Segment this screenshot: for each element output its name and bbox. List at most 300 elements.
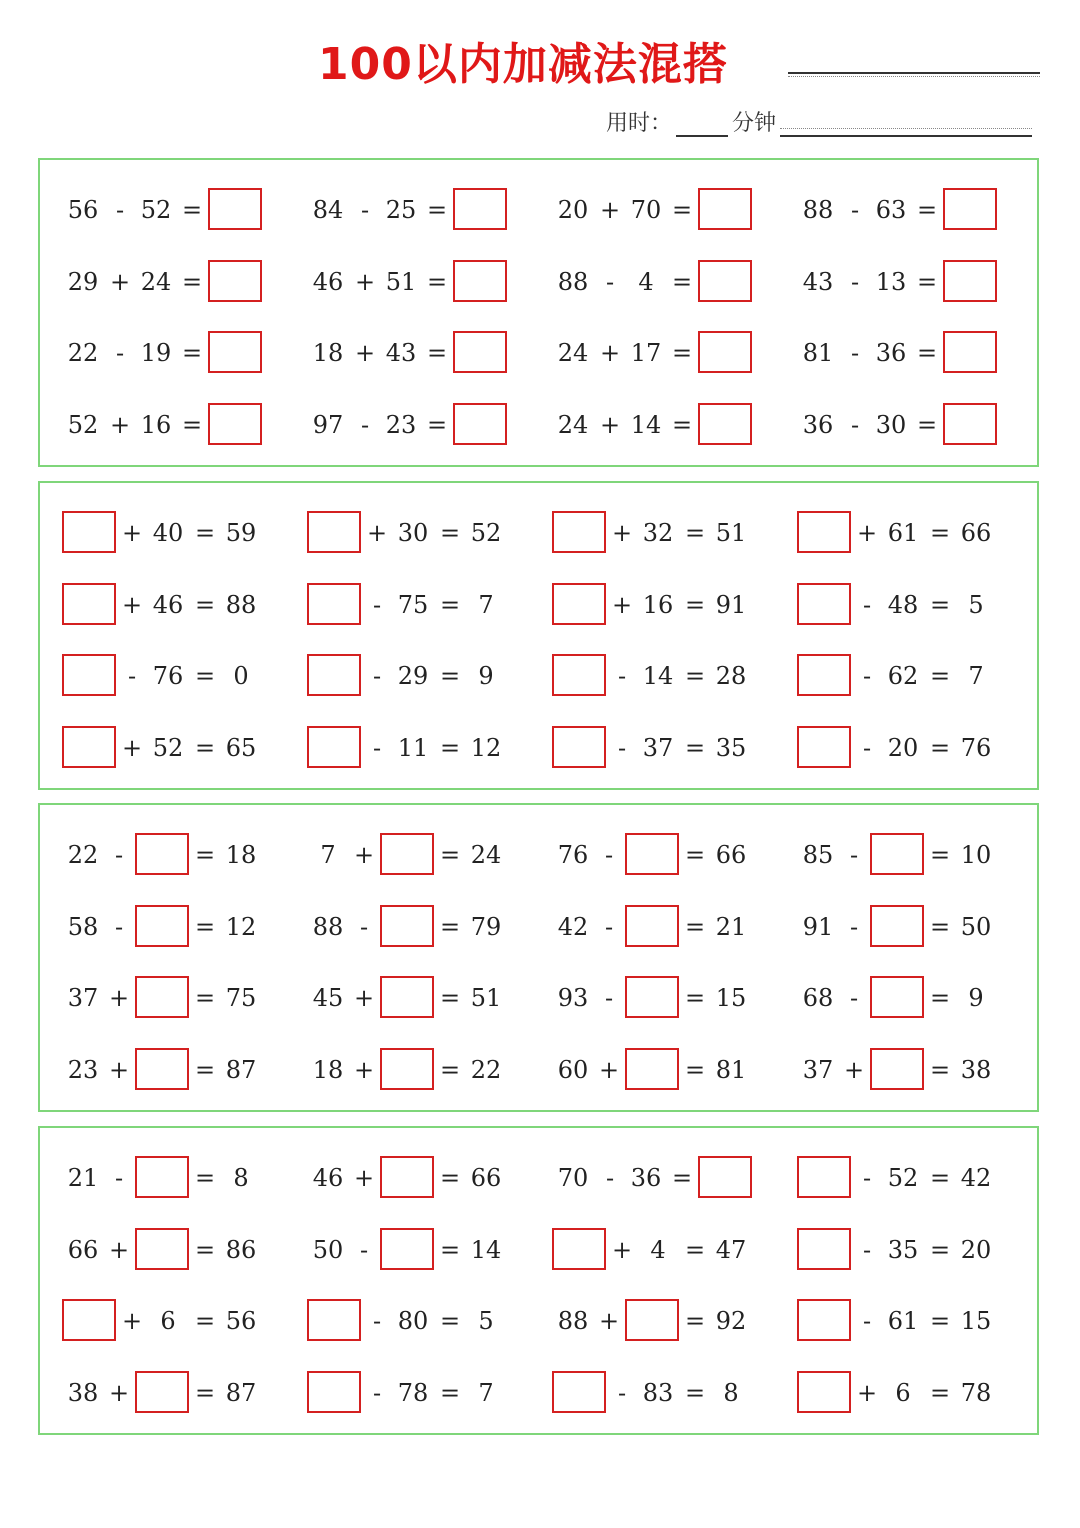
answer-box[interactable] xyxy=(135,1048,189,1090)
operator: + xyxy=(599,196,621,224)
number: 52 xyxy=(887,1164,919,1192)
problem xyxy=(307,583,527,627)
number: 62 xyxy=(887,662,919,690)
number: 36 xyxy=(630,1164,662,1192)
problem xyxy=(797,726,1017,770)
answer-box[interactable] xyxy=(625,833,679,875)
problem xyxy=(552,976,772,1020)
answer-box[interactable] xyxy=(797,583,851,625)
equals-sign: = xyxy=(439,841,461,869)
answer-box[interactable] xyxy=(943,188,997,230)
operator: + xyxy=(353,1056,375,1084)
number: 51 xyxy=(470,984,502,1012)
operator: + xyxy=(108,984,130,1012)
number: 61 xyxy=(887,1307,919,1335)
number: 65 xyxy=(225,734,257,762)
equals-sign: = xyxy=(181,339,203,367)
equals-sign: = xyxy=(684,519,706,547)
number: 22 xyxy=(67,339,99,367)
answer-box[interactable] xyxy=(943,260,997,302)
equals-sign: = xyxy=(194,1236,216,1264)
answer-box[interactable] xyxy=(552,726,606,768)
equals-sign: = xyxy=(671,1164,693,1192)
number: 66 xyxy=(960,519,992,547)
number: 51 xyxy=(715,519,747,547)
minutes-blank[interactable] xyxy=(676,115,728,137)
number: 21 xyxy=(715,913,747,941)
operator: - xyxy=(862,1236,872,1264)
operator: + xyxy=(353,841,375,869)
operator: - xyxy=(360,411,370,439)
number: 9 xyxy=(478,662,494,690)
answer-box[interactable] xyxy=(797,1156,851,1198)
answer-box[interactable] xyxy=(453,260,507,302)
answer-box[interactable] xyxy=(698,1156,752,1198)
number: 88 xyxy=(557,1307,589,1335)
problem xyxy=(62,654,282,698)
problem xyxy=(62,833,282,877)
number: 88 xyxy=(802,196,834,224)
number: 42 xyxy=(557,913,589,941)
answer-box[interactable] xyxy=(135,976,189,1018)
answer-box[interactable] xyxy=(552,1228,606,1270)
problem xyxy=(797,260,1017,304)
problem xyxy=(307,188,527,232)
number: 19 xyxy=(140,339,172,367)
number: 10 xyxy=(960,841,992,869)
problem xyxy=(797,833,1017,877)
number: 5 xyxy=(478,1307,494,1335)
equals-sign: = xyxy=(916,339,938,367)
operator: - xyxy=(850,268,860,296)
number: 58 xyxy=(67,913,99,941)
number: 91 xyxy=(715,591,747,619)
problem xyxy=(307,260,527,304)
operator: - xyxy=(862,662,872,690)
number: 76 xyxy=(557,841,589,869)
answer-box[interactable] xyxy=(62,726,116,768)
answer-box[interactable] xyxy=(698,403,752,445)
equals-sign: = xyxy=(439,984,461,1012)
operator: + xyxy=(353,1164,375,1192)
problem xyxy=(62,976,282,1020)
number: 75 xyxy=(225,984,257,1012)
equals-sign: = xyxy=(671,339,693,367)
number: 81 xyxy=(715,1056,747,1084)
number: 30 xyxy=(875,411,907,439)
equals-sign: = xyxy=(684,984,706,1012)
equals-sign: = xyxy=(929,1164,951,1192)
number: 78 xyxy=(397,1379,429,1407)
number: 24 xyxy=(470,841,502,869)
equals-sign: = xyxy=(194,841,216,869)
problem xyxy=(797,1156,1017,1200)
number: 70 xyxy=(630,196,662,224)
equals-sign: = xyxy=(684,1056,706,1084)
number: 14 xyxy=(470,1236,502,1264)
operator: - xyxy=(850,196,860,224)
number: 70 xyxy=(557,1164,589,1192)
number: 46 xyxy=(312,268,344,296)
equals-sign: = xyxy=(929,841,951,869)
problem xyxy=(62,188,282,232)
number: 24 xyxy=(557,339,589,367)
number: 40 xyxy=(152,519,184,547)
answer-box[interactable] xyxy=(552,511,606,553)
operator: - xyxy=(372,662,382,690)
answer-box[interactable] xyxy=(307,726,361,768)
operator: - xyxy=(360,196,370,224)
answer-box[interactable] xyxy=(380,1156,434,1198)
number: 38 xyxy=(960,1056,992,1084)
number: 14 xyxy=(630,411,662,439)
equals-sign: = xyxy=(684,913,706,941)
answer-box[interactable] xyxy=(208,331,262,373)
answer-box[interactable] xyxy=(135,1371,189,1413)
answer-box[interactable] xyxy=(698,331,752,373)
equals-sign: = xyxy=(439,1056,461,1084)
number: 46 xyxy=(152,591,184,619)
operator: + xyxy=(611,591,633,619)
equals-sign: = xyxy=(194,1379,216,1407)
answer-box[interactable] xyxy=(453,403,507,445)
answer-box[interactable] xyxy=(208,188,262,230)
number: 43 xyxy=(802,268,834,296)
problem xyxy=(62,1048,282,1092)
answer-box[interactable] xyxy=(797,726,851,768)
equals-sign: = xyxy=(684,1236,706,1264)
number: 0 xyxy=(233,662,249,690)
problem xyxy=(62,1228,282,1272)
equals-sign: = xyxy=(426,411,448,439)
problem xyxy=(797,1048,1017,1092)
equals-sign: = xyxy=(929,734,951,762)
problem xyxy=(797,654,1017,698)
number: 50 xyxy=(312,1236,344,1264)
number: 48 xyxy=(887,591,919,619)
answer-box[interactable] xyxy=(943,331,997,373)
problem xyxy=(307,726,527,770)
equals-sign: = xyxy=(671,268,693,296)
number: 47 xyxy=(715,1236,747,1264)
problem xyxy=(307,1228,527,1272)
answer-box[interactable] xyxy=(208,403,262,445)
problem xyxy=(62,726,282,770)
answer-box[interactable] xyxy=(135,1156,189,1198)
answer-box[interactable] xyxy=(943,403,997,445)
equals-sign: = xyxy=(194,1164,216,1192)
number: 6 xyxy=(895,1379,911,1407)
equals-sign: = xyxy=(181,411,203,439)
answer-box[interactable] xyxy=(307,1299,361,1341)
answer-box[interactable] xyxy=(380,976,434,1018)
problem xyxy=(552,726,772,770)
problem xyxy=(62,1299,282,1343)
operator: + xyxy=(121,734,143,762)
number: 8 xyxy=(233,1164,249,1192)
operator: - xyxy=(359,913,369,941)
problem-section xyxy=(38,481,1039,790)
problem xyxy=(552,403,772,447)
number: 59 xyxy=(225,519,257,547)
answer-box[interactable] xyxy=(380,1048,434,1090)
number: 56 xyxy=(225,1307,257,1335)
answer-box[interactable] xyxy=(797,1228,851,1270)
number: 66 xyxy=(67,1236,99,1264)
problem xyxy=(552,260,772,304)
problem xyxy=(307,331,527,375)
problem xyxy=(552,905,772,949)
problem xyxy=(62,403,282,447)
problem xyxy=(552,331,772,375)
answer-box[interactable] xyxy=(797,511,851,553)
number: 18 xyxy=(225,841,257,869)
operator: + xyxy=(108,1379,130,1407)
answer-box[interactable] xyxy=(698,188,752,230)
equals-sign: = xyxy=(194,662,216,690)
number: 24 xyxy=(140,268,172,296)
operator: - xyxy=(114,841,124,869)
answer-box[interactable] xyxy=(870,905,924,947)
answer-box[interactable] xyxy=(135,905,189,947)
answer-box[interactable] xyxy=(62,511,116,553)
operator: - xyxy=(115,196,125,224)
operator: - xyxy=(372,591,382,619)
number: 63 xyxy=(875,196,907,224)
problem xyxy=(797,1228,1017,1272)
number: 46 xyxy=(312,1164,344,1192)
number: 76 xyxy=(152,662,184,690)
answer-box[interactable] xyxy=(870,976,924,1018)
operator: + xyxy=(856,1379,878,1407)
time-spent-row xyxy=(606,106,1032,137)
operator: + xyxy=(599,339,621,367)
number: 52 xyxy=(470,519,502,547)
problem xyxy=(62,511,282,555)
equals-sign: = xyxy=(439,519,461,547)
answer-box[interactable] xyxy=(797,1299,851,1341)
number: 51 xyxy=(385,268,417,296)
equals-sign: = xyxy=(439,662,461,690)
number: 21 xyxy=(67,1164,99,1192)
equals-sign: = xyxy=(426,268,448,296)
equals-sign: = xyxy=(439,1164,461,1192)
answer-box[interactable] xyxy=(552,654,606,696)
answer-box[interactable] xyxy=(62,1299,116,1341)
answer-box[interactable] xyxy=(62,654,116,696)
operator: - xyxy=(359,1236,369,1264)
answer-box[interactable] xyxy=(62,583,116,625)
problem xyxy=(62,331,282,375)
answer-box[interactable] xyxy=(135,833,189,875)
number: 22 xyxy=(470,1056,502,1084)
problem xyxy=(552,1048,772,1092)
number: 42 xyxy=(960,1164,992,1192)
operator: - xyxy=(114,1164,124,1192)
operator: + xyxy=(843,1056,865,1084)
problem xyxy=(307,1299,527,1343)
problem xyxy=(797,188,1017,232)
operator: - xyxy=(617,1379,627,1407)
equals-sign: = xyxy=(194,984,216,1012)
time-tail-line xyxy=(780,109,1032,137)
equals-sign: = xyxy=(929,591,951,619)
answer-box[interactable] xyxy=(380,833,434,875)
answer-box[interactable] xyxy=(307,654,361,696)
operator: + xyxy=(108,1056,130,1084)
answer-box[interactable] xyxy=(208,260,262,302)
number: 50 xyxy=(960,913,992,941)
answer-box[interactable] xyxy=(625,905,679,947)
problem xyxy=(552,1299,772,1343)
number: 35 xyxy=(887,1236,919,1264)
problem xyxy=(552,1156,772,1200)
number: 20 xyxy=(960,1236,992,1264)
answer-box[interactable] xyxy=(870,1048,924,1090)
number: 52 xyxy=(67,411,99,439)
number: 7 xyxy=(478,1379,494,1407)
number: 66 xyxy=(715,841,747,869)
answer-box[interactable] xyxy=(870,833,924,875)
answer-box[interactable] xyxy=(797,1371,851,1413)
answer-box[interactable] xyxy=(135,1228,189,1270)
problem xyxy=(62,583,282,627)
equals-sign: = xyxy=(439,1379,461,1407)
number: 23 xyxy=(385,411,417,439)
equals-sign: = xyxy=(929,984,951,1012)
problem xyxy=(797,905,1017,949)
answer-box[interactable] xyxy=(307,1371,361,1413)
equals-sign: = xyxy=(929,1056,951,1084)
equals-sign: = xyxy=(929,1379,951,1407)
number: 88 xyxy=(557,268,589,296)
equals-sign: = xyxy=(439,734,461,762)
number: 87 xyxy=(225,1379,257,1407)
equals-sign: = xyxy=(684,1307,706,1335)
answer-box[interactable] xyxy=(307,511,361,553)
operator: - xyxy=(604,984,614,1012)
number: 22 xyxy=(67,841,99,869)
answer-box[interactable] xyxy=(625,1299,679,1341)
operator: + xyxy=(611,1236,633,1264)
number: 60 xyxy=(557,1056,589,1084)
number: 7 xyxy=(478,591,494,619)
problem xyxy=(307,905,527,949)
problem xyxy=(307,654,527,698)
number: 16 xyxy=(642,591,674,619)
problem xyxy=(552,654,772,698)
problem xyxy=(797,403,1017,447)
operator: - xyxy=(849,841,859,869)
problem xyxy=(307,976,527,1020)
operator: - xyxy=(372,1307,382,1335)
number: 4 xyxy=(638,268,654,296)
equals-sign: = xyxy=(929,1307,951,1335)
number: 84 xyxy=(312,196,344,224)
answer-box[interactable] xyxy=(797,654,851,696)
answer-box[interactable] xyxy=(625,1048,679,1090)
number: 11 xyxy=(397,734,429,762)
answer-box[interactable] xyxy=(625,976,679,1018)
operator: + xyxy=(598,1056,620,1084)
problem xyxy=(552,188,772,232)
number: 66 xyxy=(470,1164,502,1192)
number: 75 xyxy=(397,591,429,619)
operator: - xyxy=(604,913,614,941)
equals-sign: = xyxy=(684,841,706,869)
number: 87 xyxy=(225,1056,257,1084)
operator: - xyxy=(850,339,860,367)
minute-label: 分钟 xyxy=(732,111,777,136)
answer-box[interactable] xyxy=(552,583,606,625)
worksheet-title: 100以内加减法混搭 xyxy=(318,39,728,90)
answer-box[interactable] xyxy=(552,1371,606,1413)
answer-box[interactable] xyxy=(698,260,752,302)
operator: - xyxy=(605,268,615,296)
operator: - xyxy=(127,662,137,690)
number: 28 xyxy=(715,662,747,690)
number: 6 xyxy=(160,1307,176,1335)
answer-box[interactable] xyxy=(453,331,507,373)
problem-section xyxy=(38,1126,1039,1435)
number: 43 xyxy=(385,339,417,367)
equals-sign: = xyxy=(929,913,951,941)
operator: + xyxy=(109,268,131,296)
operator: + xyxy=(354,268,376,296)
equals-sign: = xyxy=(194,1056,216,1084)
number: 29 xyxy=(397,662,429,690)
answer-box[interactable] xyxy=(307,583,361,625)
equals-sign: = xyxy=(439,913,461,941)
number: 32 xyxy=(642,519,674,547)
problem xyxy=(797,1299,1017,1343)
operator: + xyxy=(856,519,878,547)
problem xyxy=(552,1228,772,1272)
operator: + xyxy=(121,591,143,619)
answer-box[interactable] xyxy=(380,1228,434,1270)
number: 15 xyxy=(715,984,747,1012)
answer-box[interactable] xyxy=(380,905,434,947)
problem xyxy=(62,905,282,949)
operator: - xyxy=(849,913,859,941)
problem xyxy=(307,1371,527,1415)
equals-sign: = xyxy=(684,1379,706,1407)
number: 18 xyxy=(312,1056,344,1084)
operator: - xyxy=(850,411,860,439)
problem xyxy=(62,1371,282,1415)
equals-sign: = xyxy=(916,268,938,296)
number: 23 xyxy=(67,1056,99,1084)
number: 56 xyxy=(67,196,99,224)
number: 8 xyxy=(723,1379,739,1407)
number: 20 xyxy=(557,196,589,224)
operator: - xyxy=(862,734,872,762)
number: 97 xyxy=(312,411,344,439)
problem xyxy=(307,1048,527,1092)
operator: + xyxy=(121,1307,143,1335)
number: 18 xyxy=(312,339,344,367)
name-line[interactable] xyxy=(788,72,1040,74)
problem xyxy=(62,260,282,304)
operator: + xyxy=(599,411,621,439)
number: 88 xyxy=(312,913,344,941)
operator: - xyxy=(849,984,859,1012)
equals-sign: = xyxy=(439,1307,461,1335)
problem xyxy=(552,833,772,877)
answer-box[interactable] xyxy=(453,188,507,230)
number: 4 xyxy=(650,1236,666,1264)
number: 36 xyxy=(802,411,834,439)
